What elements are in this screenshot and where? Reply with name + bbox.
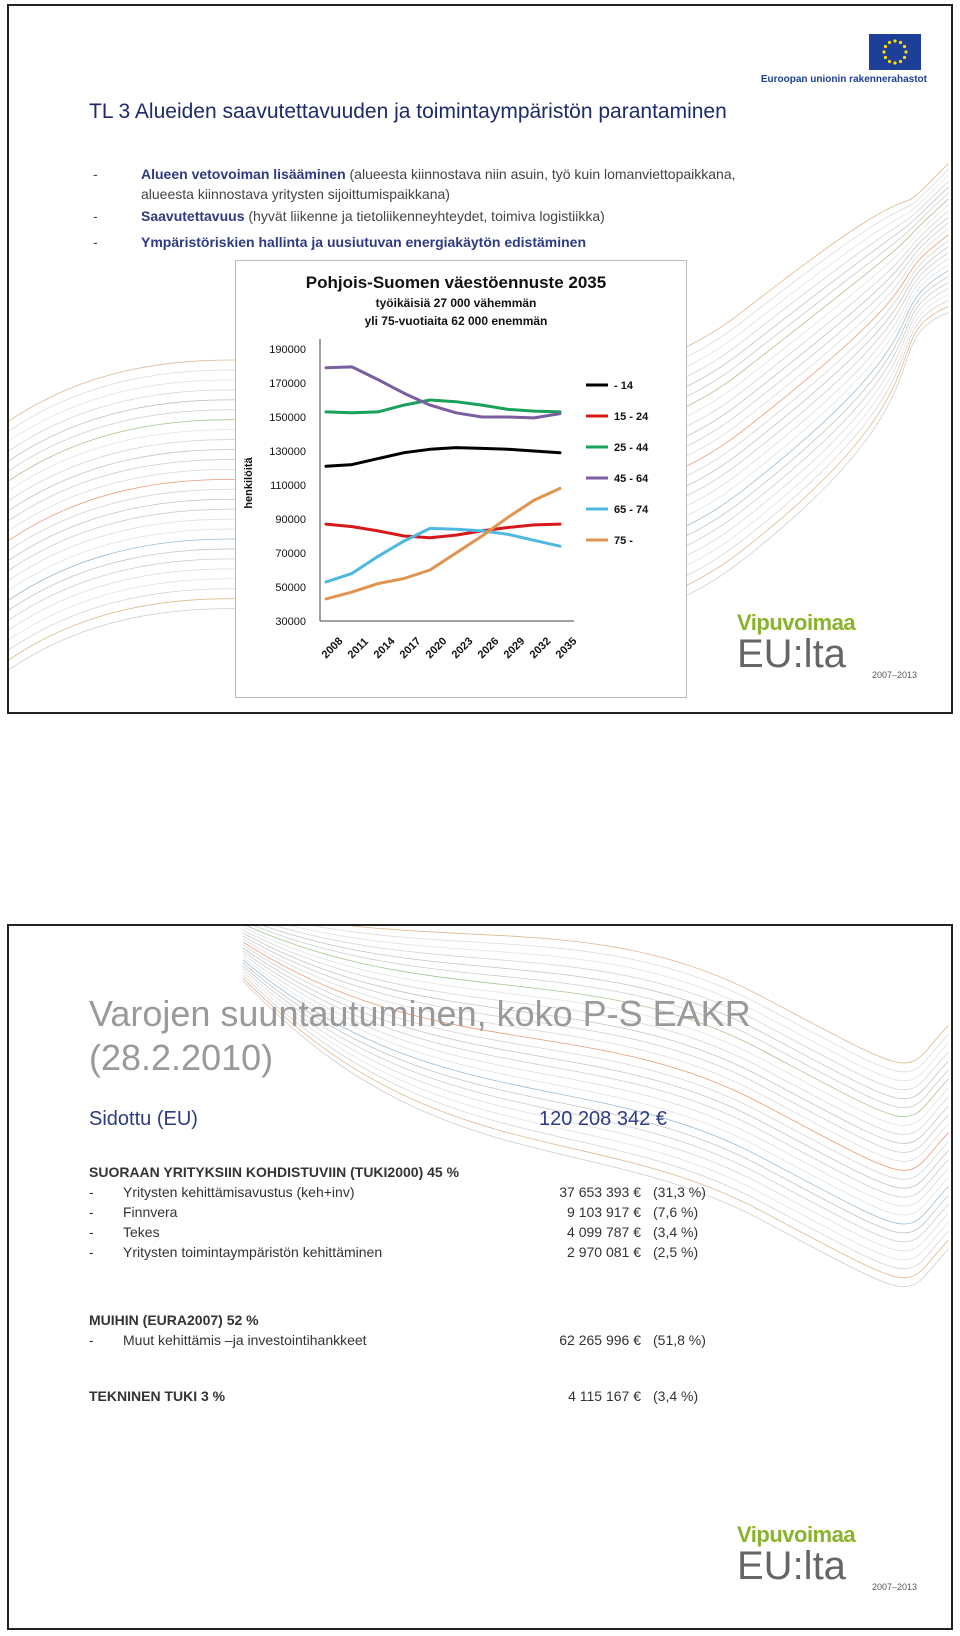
slide-title: Varojen suuntautuminen, koko P-S EAKR (28.2.2010) bbox=[89, 993, 751, 1078]
y-tick-label: 110000 bbox=[270, 480, 306, 492]
series-line bbox=[326, 400, 560, 413]
funding-section-2 bbox=[89, 1310, 729, 1350]
row-amount: 4 099 787 € bbox=[567, 1224, 641, 1240]
row-percent: (3,4 %) bbox=[653, 1388, 699, 1404]
x-tick-label: 2014 bbox=[371, 635, 398, 662]
chart-subtitle-1: työikäisiä 27 000 vähemmän bbox=[375, 296, 537, 310]
bullet-bold: Saavutettavuus bbox=[141, 208, 245, 224]
sidottu-label: Sidottu (EU) bbox=[89, 1108, 198, 1130]
section-heading: SUORAAN YRITYKSIIN KOHDISTUVIIN (TUKI2000) 45 % bbox=[89, 1164, 460, 1180]
y-axis-label: henkilöitä bbox=[243, 457, 255, 509]
x-tick-label: 2026 bbox=[475, 635, 502, 662]
y-tick-label: 170000 bbox=[269, 378, 306, 390]
sidottu-value: 120 208 342 € bbox=[539, 1108, 667, 1130]
funding-row: - Yritysten toimintaympäristön kehittäminen 2 970 081 € (2,5 %) bbox=[89, 1244, 699, 1260]
legend-label: 75 - bbox=[614, 535, 633, 547]
row-label: Tekes bbox=[123, 1224, 160, 1240]
y-tick-label: 190000 bbox=[269, 344, 306, 356]
y-tick-label: 70000 bbox=[275, 548, 306, 560]
y-tick-label: 30000 bbox=[275, 616, 306, 628]
row-amount: 9 103 917 € bbox=[567, 1204, 641, 1220]
row-label: Muut kehittämis –ja investointihankkeet bbox=[123, 1332, 367, 1348]
funding-section-1 bbox=[89, 1162, 729, 1262]
x-tick-label: 2008 bbox=[319, 635, 346, 662]
row-label: Yritysten kehittämisavustus (keh+inv) bbox=[123, 1184, 355, 1200]
row-label: Yritysten toimintaympäristön kehittäminen bbox=[123, 1244, 383, 1260]
row-percent: (2,5 %) bbox=[653, 1244, 699, 1260]
x-tick-label: 2017 bbox=[397, 635, 424, 662]
y-tick-label: 130000 bbox=[269, 446, 306, 458]
bullet-item: - Saavutettavuus (hyvät liikenne ja tietoliikenneyhteydet, toimiva logistiikka) bbox=[93, 208, 605, 224]
slide-1 bbox=[7, 4, 953, 714]
row-label: Finnvera bbox=[123, 1204, 178, 1220]
population-chart bbox=[235, 260, 687, 698]
legend-label: 45 - 64 bbox=[614, 473, 649, 485]
legend-label: - 14 bbox=[614, 380, 633, 392]
bullet-bold: Ympäristöriskien hallinta ja uusiutuvan energiakäytön edistäminen bbox=[141, 234, 587, 250]
funding-row: - Finnvera 9 103 917 € (7,6 %) bbox=[89, 1204, 699, 1220]
x-tick-label: 2011 bbox=[345, 635, 372, 662]
legend-label: 15 - 24 bbox=[614, 411, 649, 423]
row-label: TEKNINEN TUKI 3 % bbox=[89, 1388, 226, 1404]
row-percent: (7,6 %) bbox=[653, 1204, 699, 1220]
legend-label: 65 - 74 bbox=[614, 504, 649, 516]
row-percent: (3,4 %) bbox=[653, 1224, 699, 1240]
funding-row: - Muut kehittämis –ja investointihankkeet 62 265 996 € (51,8 %) bbox=[89, 1332, 706, 1348]
series-line bbox=[326, 524, 560, 538]
bullet-item: - Ympäristöriskien hallinta ja uusiutuvan energiakäytön edistäminen bbox=[93, 234, 587, 250]
funding-row: - Tekes 4 099 787 € (3,4 %) bbox=[89, 1224, 699, 1240]
slide-title: TL 3 Alueiden saavutettavuuden ja toimintaympäristön parantaminen bbox=[89, 100, 727, 123]
row-percent: (51,8 %) bbox=[653, 1332, 706, 1348]
series-line bbox=[326, 448, 560, 467]
row-amount: 37 653 393 € bbox=[559, 1184, 641, 1200]
bullet-bold: Alueen vetovoiman lisääminen bbox=[141, 166, 346, 182]
row-amount: 2 970 081 € bbox=[567, 1244, 641, 1260]
section-heading: MUIHIN (EURA2007) 52 % bbox=[89, 1312, 259, 1328]
x-tick-label: 2032 bbox=[527, 635, 554, 662]
vipuvoimaa-logo: Vipuvoimaa EU:lta 2007–2013 bbox=[737, 610, 917, 680]
x-tick-label: 2029 bbox=[501, 635, 528, 662]
x-tick-label: 2020 bbox=[423, 635, 450, 662]
bullet-text: (hyvät liikenne ja tietoliikenneyhteydet, toimiva logistiikka) bbox=[244, 208, 605, 224]
y-tick-label: 90000 bbox=[275, 514, 306, 526]
funding-row: - Yritysten kehittämisavustus (keh+inv) 37 653 393 € (31,3 %) bbox=[89, 1184, 706, 1200]
y-tick-label: 50000 bbox=[275, 582, 306, 594]
row-amount: 62 265 996 € bbox=[559, 1332, 641, 1348]
y-tick-label: 150000 bbox=[269, 412, 306, 424]
funding-row bbox=[89, 1386, 729, 1406]
x-tick-label: 2023 bbox=[449, 635, 476, 662]
chart-subtitle-2: yli 75-vuotiaita 62 000 enemmän bbox=[364, 314, 548, 328]
vipuvoimaa-logo: Vipuvoimaa EU:lta 2007–2013 bbox=[737, 1522, 917, 1592]
slide-2 bbox=[7, 924, 953, 1630]
chart-svg bbox=[236, 261, 686, 697]
row-amount: 4 115 167 € bbox=[568, 1388, 641, 1404]
series-line bbox=[326, 488, 560, 599]
bullet-text: (alueesta kiinnostava niin asuin, työ kuin lomanviettopaikkana, alueesta kiinnostava yritysten sijoittumispaikkana) bbox=[141, 166, 736, 202]
bullet-list bbox=[89, 164, 789, 252]
legend-label: 25 - 44 bbox=[614, 442, 649, 454]
eu-caption: Euroopan unionin rakennerahastot bbox=[760, 74, 927, 85]
row-percent: (31,3 %) bbox=[653, 1184, 706, 1200]
chart-title: Pohjois-Suomen väestöennuste 2035 bbox=[305, 273, 607, 292]
eu-flag-icon bbox=[869, 34, 921, 70]
bullet-item: - Alueen vetovoiman lisääminen (alueesta kiinnostava niin asuin, työ kuin lomanviettopaikkana, alueesta kiinnostava yritysten sijoittumispaikkana) bbox=[93, 166, 736, 202]
x-tick-label: 2035 bbox=[553, 635, 580, 662]
funding-section-3 bbox=[89, 1386, 729, 1406]
